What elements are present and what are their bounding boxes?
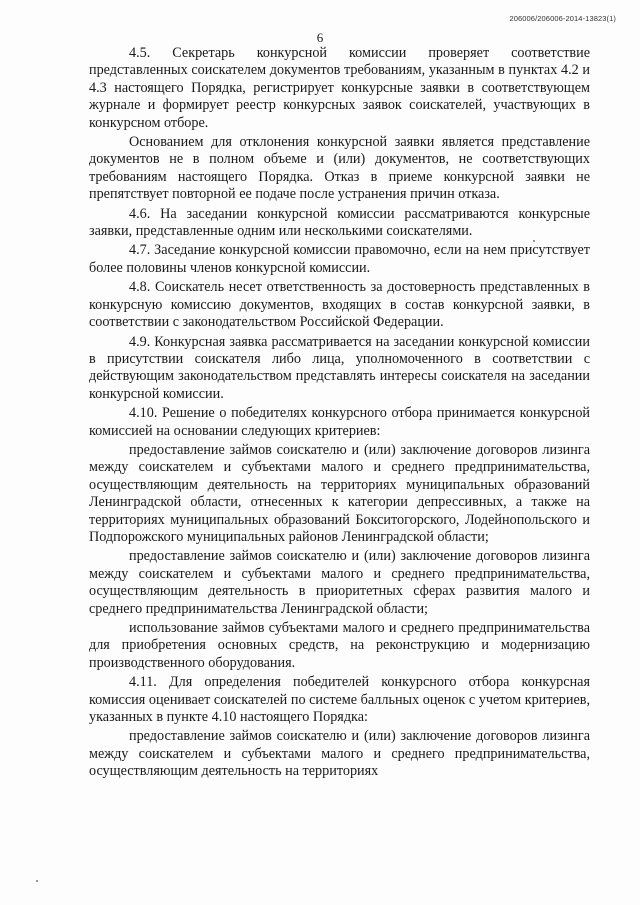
paragraph-continued: предоставление займов соискателю и (или) заключение договоров лизинга между соискателем и субъектами малого и среднего предпринимательства, осуществляющим деятельность на территориях xyxy=(89,728,590,780)
paragraph-4-9: 4.9. Конкурсная заявка рассматривается на заседании конкурсной комиссии в присутствии соискателя либо лица, уполномоченного в соответствии с действующим законодательством представлять интересы соискателя на заседании конкурсной комиссии. xyxy=(89,333,590,402)
scan-speck xyxy=(533,240,535,242)
paragraph-rejection-grounds: Основанием для отклонения конкурсной заявки является представление документов не в полном объеме и (или) документов, не соответствующих требованиям настоящего Порядка. Отказ в приеме конкурсной заявки не препятствует повторной ее подаче после устранения причин отказа. xyxy=(89,134,590,203)
page-number: 6 xyxy=(316,30,324,45)
paragraph-4-8: 4.8. Соискатель несет ответственность за достоверность представленных в конкурсную комиссию документов, входящих в состав конкурсной заявки, в соответствии с законодательством Российской Федерации. xyxy=(89,279,590,331)
document-body xyxy=(89,45,590,783)
document-id: 206006/206006-2014-13823(1) xyxy=(509,14,616,23)
scan-speck xyxy=(36,880,38,882)
paragraph-4-11: 4.11. Для определения победителей конкурсного отбора конкурсная комиссия оценивает соискателей по системе балльных оценок с учетом критериев, указанных в пункте 4.10 настоящего Порядка: xyxy=(89,674,590,726)
criterion-depressed-territories: предоставление займов соискателю и (или) заключение договоров лизинга между соискателем и субъектами малого и среднего предпринимательства, осуществляющим деятельность на территориях муниципальных образований Ленинградской области, отнесенных к категории депрессивных, а также на территориях муниципальных образований Бокситогорского, Лодейнопольского и Подпорожского муниципальных районов Ленинградской области; xyxy=(89,441,590,545)
criterion-priority-sectors: предоставление займов соискателю и (или) заключение договоров лизинга между соискателем и субъектами малого и среднего предпринимательства, осуществляющим деятельность в приоритетных сферах развития малого и среднего предпринимательства Ленинградской области; xyxy=(89,548,590,617)
criterion-fixed-assets: использование займов субъектами малого и среднего предпринимательства для приобретения основных средств, на реконструкцию и модернизацию производственного оборудования. xyxy=(89,620,590,671)
paragraph-4-5: 4.5. Секретарь конкурсной комиссии проверяет соответствие представленных соискателем документов требованиям, указанным в пунктах 4.2 и 4.3 настоящего Порядка, регистрирует конкурсные заявки в соответствующем журнале и формирует реестр конкурсных заявок соискателей, участвующих в конкурсном отборе. xyxy=(89,45,590,131)
paragraph-4-10: 4.10. Решение о победителях конкурсного отбора принимается конкурсной комиссией на основании следующих критериев: xyxy=(89,405,590,439)
paragraph-4-6: 4.6. На заседании конкурсной комиссии рассматриваются конкурсные заявки, представленные одним или несколькими соискателями. xyxy=(89,205,590,240)
paragraph-4-7: 4.7. Заседание конкурсной комиссии правомочно, если на нем присутствует более половины членов конкурсной комиссии. xyxy=(89,242,590,276)
